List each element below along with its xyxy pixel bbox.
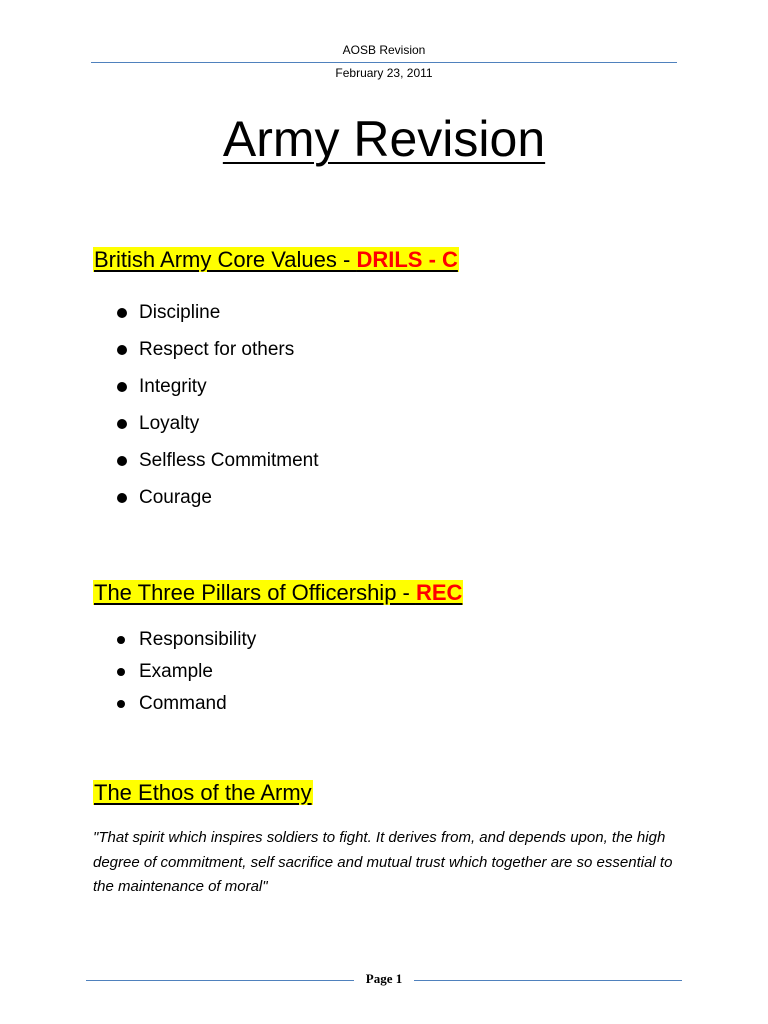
header-title: AOSB Revision	[342, 43, 426, 57]
list-item-text: Command	[139, 693, 227, 714]
page-number: Page 1	[365, 971, 403, 986]
bullet-icon	[117, 636, 125, 644]
header-date: February 23, 2011	[335, 66, 433, 80]
header-rule	[91, 62, 677, 63]
heading-highlight	[93, 780, 313, 805]
list-item-text: Respect for others	[139, 339, 295, 360]
list-item-text: Integrity	[139, 376, 207, 397]
list-item	[0, 449, 319, 486]
list-item-text: Loyalty	[139, 413, 200, 434]
heading-highlight	[93, 247, 459, 272]
list-item-text: Courage	[139, 487, 212, 508]
bullet-icon	[117, 345, 127, 355]
list-item	[0, 338, 319, 375]
list-item-text: Example	[139, 661, 213, 682]
bullet-icon	[117, 456, 127, 466]
heading-highlight	[93, 580, 463, 605]
bullet-icon	[117, 668, 125, 676]
list-item-text: Discipline	[139, 302, 221, 323]
ethos-quote: "That spirit which inspires soldiers to fight. It derives from, and depends upon, the high degree of commitment, self sacrifice and mutual trust which together are so essential to the maintenance of moral"	[93, 829, 673, 895]
list-item	[0, 628, 256, 660]
heading-acronym: REC	[415, 580, 463, 605]
list-item	[0, 412, 319, 449]
heading-text: The Ethos of the Army	[94, 780, 312, 805]
bullet-icon	[117, 308, 127, 318]
footer-rule	[414, 980, 682, 981]
pillars-list	[0, 628, 256, 724]
bullet-icon	[117, 382, 127, 392]
footer-rule	[86, 980, 354, 981]
heading-acronym: DRILS - C	[356, 247, 458, 272]
list-item	[0, 692, 256, 724]
list-item	[0, 301, 319, 338]
list-item-text: Selfless Commitment	[139, 450, 319, 471]
list-item-text: Responsibility	[139, 629, 257, 650]
section-heading-pillars	[93, 579, 463, 607]
bullet-icon	[117, 493, 127, 503]
heading-text: British Army Core Values -	[94, 247, 357, 272]
list-item	[0, 660, 256, 692]
heading-text: The Three Pillars of Officership -	[94, 580, 416, 605]
section-heading-core-values	[93, 246, 459, 274]
document-title	[0, 108, 768, 170]
bullet-icon	[117, 419, 127, 429]
core-values-list	[0, 301, 319, 523]
document-title-text: Army Revision	[222, 111, 546, 167]
section-heading-ethos	[93, 779, 313, 807]
list-item	[0, 375, 319, 412]
list-item	[0, 486, 319, 523]
bullet-icon	[117, 700, 125, 708]
